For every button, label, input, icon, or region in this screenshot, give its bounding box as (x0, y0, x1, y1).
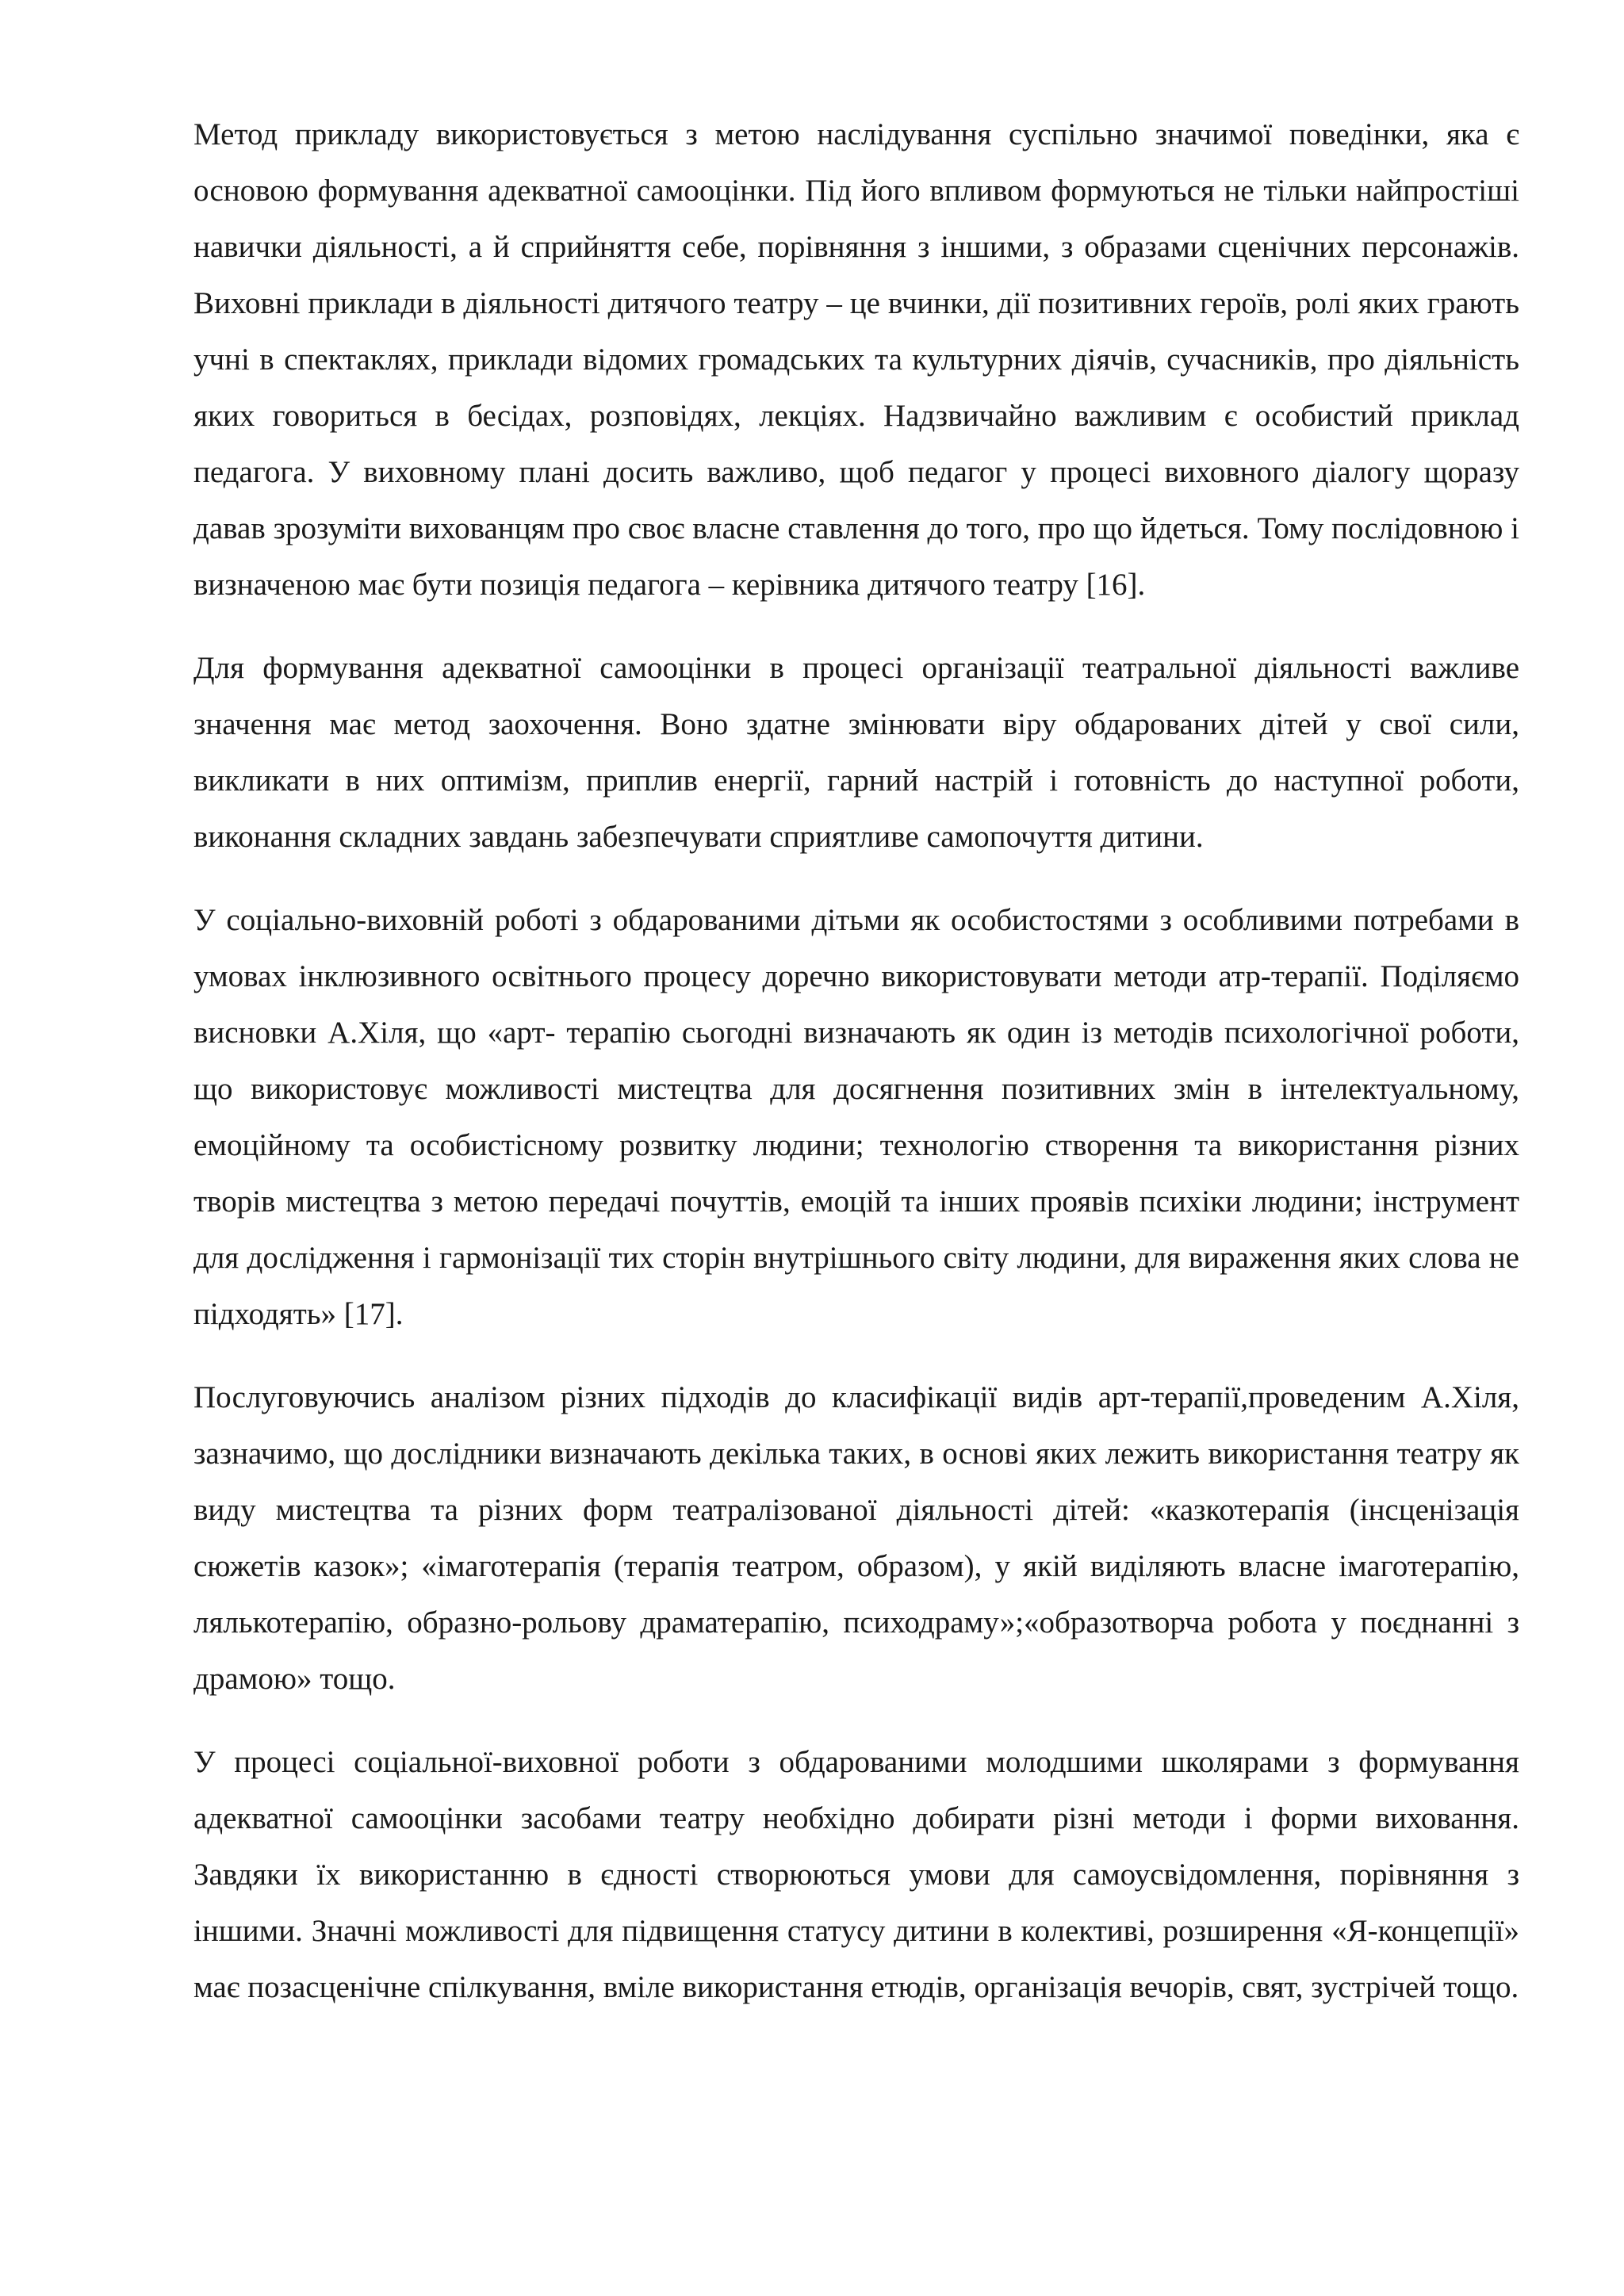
paragraph-2: Для формування адекватної самооцінки в процесі організації театральної діяльності важливе значення має метод заохочення. Воно здатне змінювати віру обдарованих дітей у свої сили, викликати в них оптимізм, приплив енергії, гарний настрій і готовність до наступної роботи, виконання складних завдань забезпечувати сприятливе самопочуття дитини. (193, 651, 1519, 854)
paragraph-1: Метод прикладу використовується з метою наслідування суспільно значимої поведінки, яка є основою формування адекватної самооцінки. Під його впливом формуються не тільки найпростіші навички діяльності, а й сприйняття себе, порівняння з іншими, з образами сценічних персонажів. Виховні приклади в діяльності дитячого театру – це вчинки, дії позитивних героїв, ролі яких грають учні в спектаклях, приклади відомих громадських та культурних діячів, сучасників, про діяльність яких говориться в бесідах, розповідях, лекціях. Надзвичайно важливим є особистий приклад педагога. У виховному плані досить важливо, щоб педагог у процесі виховного діалогу щоразу давав зрозуміти вихованцям про своє власне ставлення до того, про що йдеться. Тому послідовною і визначеною має бути позиція педагога – керівника дитячого театру [16]. (193, 117, 1519, 602)
paragraph-5: У процесі соціальної-виховної роботи з обдарованими молодшими школярами з формування адекватної самооцінки засобами театру необхідно добирати різні методи і форми виховання. Завдяки їх використанню в єдності створюються умови для самоусвідомлення, порівняння з іншими. Значні можливості для підвищення статусу дитини в колективі, розширення «Я-концепції» має позасценічне спілкування, вміле використання етюдів, організація вечорів, свят, зустрічей тощо. (193, 1745, 1519, 2004)
document-body (193, 106, 1519, 2015)
paragraph-3: У соціально-виховній роботі з обдарованими дітьми як особистостями з особливими потребами в умовах інклюзивного освітнього процесу доречно використовувати методи атр-терапії. Поділяємо висновки А.Хіля, що «арт- терапію сьогодні визначають як один із методів психологічної роботи, що використовує можливості мистецтва для досягнення позитивних змін в інтелектуальному, емоційному та особистісному розвитку людини; технологію створення та використання різних творів мистецтва з метою передачі почуттів, емоцій та інших проявів психіки людини; інструмент для дослідження і гармонізації тих сторін внутрішнього світу людини, для вираження яких слова не підходять» [17]. (193, 903, 1519, 1331)
paragraph-4: Послуговуючись аналізом різних підходів до класифікації видів арт-терапії,проведеним А.Хіля, зазначимо, що дослідники визначають декілька таких, в основі яких лежить використання театру як виду мистецтва та різних форм театралізованої діяльності дітей: «казкотерапія (інсценізація сюжетів казок»; «імаготерапія (терапія театром, образом), у якій виділяють власне імаготерапію, лялькотерапію, образно-рольову драматерапію, психодраму»;«образотворча робота у поєднанні з драмою» тощо. (193, 1380, 1519, 1696)
